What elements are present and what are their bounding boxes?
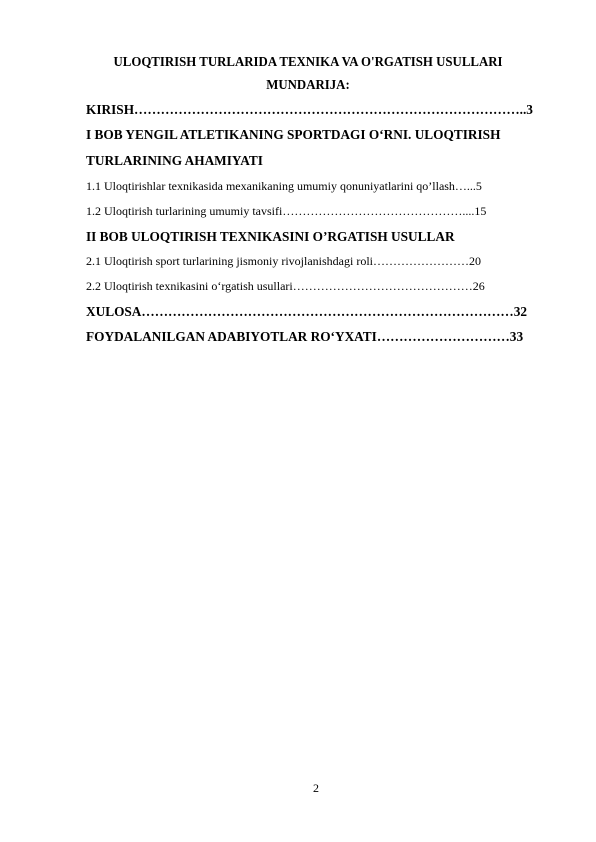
toc-entry-section-2-1: 2.1 Uloqtirish sport turlarining jismoniy rivojlanishdagi roli……………………20 <box>86 254 481 268</box>
toc-entry-chapter-1: I BOB YENGIL ATLETIKANING SPORTDAGI O‘RNI. ULOQTIRISH <box>86 127 501 142</box>
toc-entry-section-2-2: 2.2 Uloqtirish texnikasini o‘rgatish usullari………………………………………26 <box>86 279 485 293</box>
toc-entry-bibliography: FOYDALANILGAN ADABIYOTLAR RO‘YXATI…………………………33 <box>86 329 524 344</box>
toc-entry-section-1-1: 1.1 Uloqtirishlar texnikasida mexanikaning umumiy qonuniyatlarini qo’llash…...5 <box>86 179 482 193</box>
page-number: 2 <box>313 781 319 795</box>
toc-entry-introduction: KIRISH……………………………………………………………………………..3 <box>86 102 533 117</box>
toc-entry-section-1-2: 1.2 Uloqtirish turlarining umumiy tavsifi………………………………………....15 <box>86 204 487 218</box>
document-title: ULOQTIRISH TURLARIDA TEXNIKA VA O'RGATISH USULLARI <box>113 54 503 69</box>
toc-entry-chapter-1-continued: TURLARINING AHAMIYATI <box>86 153 263 168</box>
toc-entry-conclusion: XULOSA…………………………………………………………………………32 <box>86 304 528 319</box>
toc-heading: MUNDARIJA: <box>266 77 350 92</box>
toc-entry-chapter-2: II BOB ULOQTIRISH TEXNIKASINI O’RGATISH USULLAR <box>86 229 455 244</box>
